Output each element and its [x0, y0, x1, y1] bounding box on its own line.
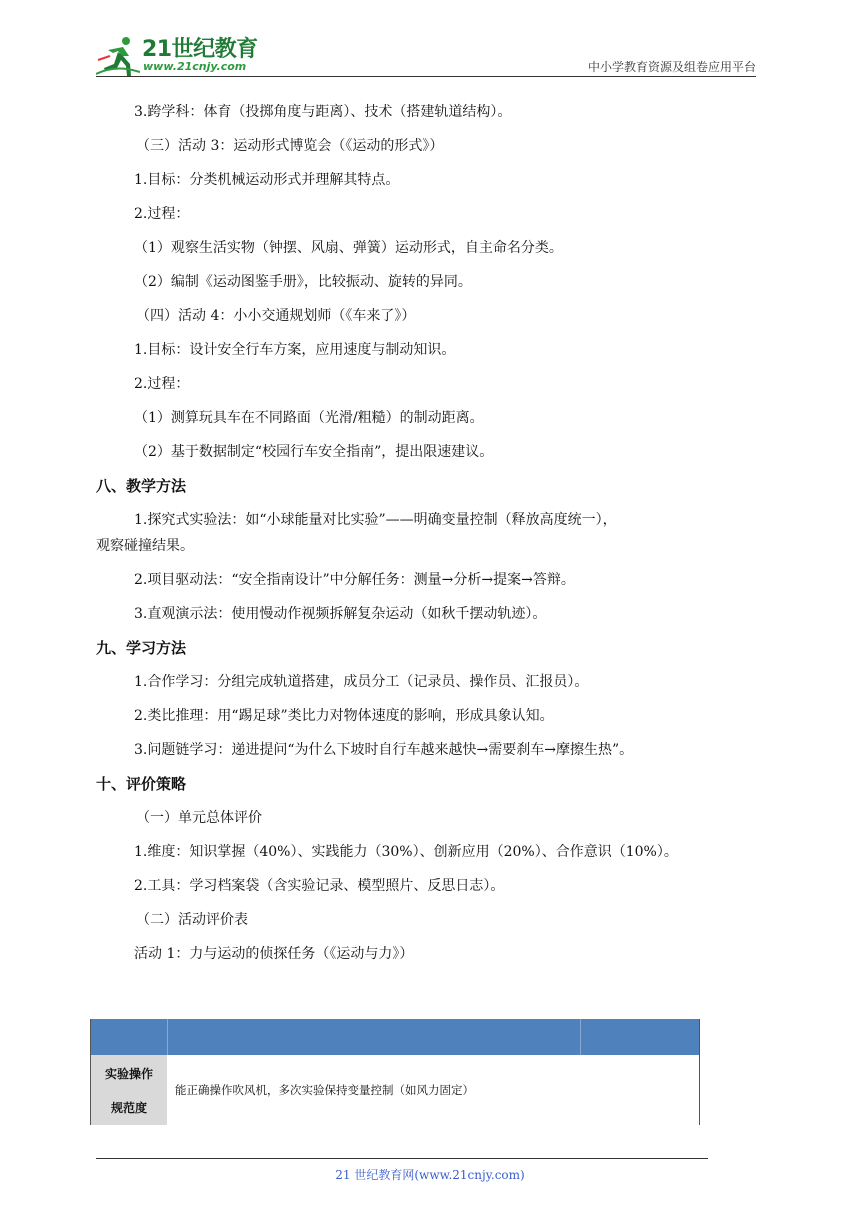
section-subheading: （二）活动评价表: [136, 912, 248, 928]
paragraph: 2.过程：: [134, 206, 190, 222]
paragraph: 1.目标：设计安全行车方案，应用速度与制动知识。: [134, 342, 456, 358]
table-header-cell: [580, 1019, 699, 1055]
platform-name: 中小学教育资源及组卷应用平台: [587, 60, 756, 74]
section-heading: 九、学习方法: [96, 639, 187, 657]
evaluation-table: [90, 1019, 700, 1125]
paragraph: 1.维度：知识掌握（40%）、实践能力（30%）、创新应用（20%）、合作意识（10%）。: [134, 844, 678, 860]
paragraph: 1.合作学习：分组完成轨道搭建，成员分工（记录员、操作员、汇报员）。: [134, 674, 589, 690]
table-header-cell: [167, 1019, 580, 1055]
paragraph: （2）基于数据制定“校园行车安全指南”，提出限速建议。: [134, 444, 494, 460]
site-logo[interactable]: [96, 34, 276, 78]
table-row-label: [91, 1055, 167, 1125]
paragraph: （1）观察生活实物（钟摆、风扇、弹簧）运动形式，自主命名分类。: [134, 240, 563, 256]
paragraph: 1.探究式实验法：如“小球能量对比实验”——明确变量控制（释放高度统一），: [134, 512, 617, 528]
runner-logo-icon: [96, 34, 140, 78]
paragraph: 活动 1：力与运动的侦探任务（《运动与力》）: [134, 946, 414, 962]
page-header: [0, 0, 860, 80]
section-subheading: （四）活动 4：小小交通规划师（《车来了》）: [136, 308, 416, 324]
table-row: [91, 1055, 699, 1125]
paragraph: 3.跨学科：体育（投掷角度与距离）、技术（搭建轨道结构）。: [134, 104, 512, 120]
section-subheading: （一）单元总体评价: [136, 810, 262, 826]
paragraph: 3.直观演示法：使用慢动作视频拆解复杂运动（如秋千摆动轨迹）。: [134, 606, 547, 622]
section-heading: 十、评价策略: [96, 775, 187, 793]
table-header-row: [91, 1019, 699, 1055]
row-label-line: 规范度: [110, 1101, 147, 1115]
logo-text: 21世纪教育: [142, 37, 258, 62]
logo-url: www.21cnjy.com: [143, 60, 247, 73]
paragraph: （2）编制《运动图鉴手册》，比较振动、旋转的异同。: [134, 274, 472, 290]
table-header-cell: [91, 1019, 167, 1055]
paragraph: 2.过程：: [134, 376, 190, 392]
header-divider: [96, 76, 756, 77]
row-label-line: 实验操作: [104, 1067, 153, 1081]
paragraph: 3.问题链学习：递进提问“为什么下坡时自行车越来越快→需要刹车→摩擦生热”。: [134, 742, 634, 758]
footer-divider: [96, 1158, 708, 1159]
paragraph: 2.工具：学习档案袋（含实验记录、模型照片、反思日志）。: [134, 878, 505, 894]
section-heading: 八、教学方法: [96, 477, 187, 495]
paragraph: 观察碰撞结果。: [96, 538, 194, 554]
paragraph: 2.项目驱动法：“安全指南设计”中分解任务：测量→分析→提案→答辩。: [134, 572, 575, 588]
page-footer[interactable]: 21 世纪教育网(www.21cnjy.com): [335, 1168, 525, 1182]
paragraph: 2.类比推理：用“踢足球”类比力对物体速度的影响，形成具象认知。: [134, 708, 554, 724]
document-body: [96, 102, 766, 978]
paragraph: 1.目标：分类机械运动形式并理解其特点。: [134, 172, 400, 188]
section-subheading: （三）活动 3：运动形式博览会（《运动的形式》）: [136, 138, 444, 154]
table-cell: 能正确操作吹风机，多次实验保持变量控制（如风力固定）: [175, 1083, 474, 1097]
paragraph: （1）测算玩具车在不同路面（光滑/粗糙）的制动距离。: [134, 410, 484, 426]
